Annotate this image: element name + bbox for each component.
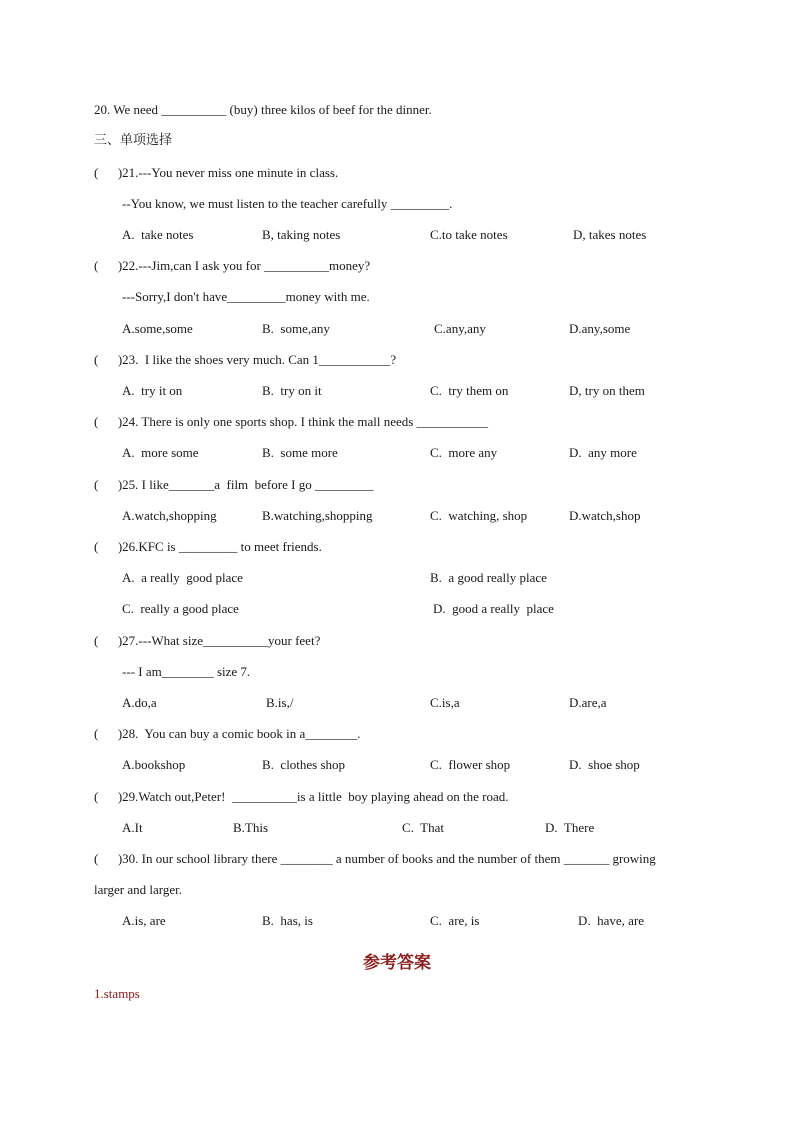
question-25-option-a: A.watch,shopping — [122, 508, 217, 523]
question-21-option-b: B, taking notes — [262, 227, 341, 242]
question-30-option-c: C. are, is — [430, 913, 480, 928]
question-21-stem-2: --You know, we must listen to the teacher carefully _________. — [122, 196, 453, 211]
answer-1: 1.stamps — [94, 986, 140, 1001]
question-30-option-d: D. have, are — [578, 913, 645, 928]
question-22-stem-2: ---Sorry,I don't have_________money with me. — [122, 289, 370, 304]
question-24-option-d: D. any more — [569, 445, 637, 460]
question-29-option-a: A.It — [122, 820, 143, 835]
question-22-stem: ( )22.---Jim,can I ask you for __________money? — [94, 258, 371, 273]
question-25-option-b: B.watching,shopping — [262, 508, 373, 523]
question-22-option-c: C.any,any — [434, 321, 486, 336]
question-23-option-c: C. try them on — [430, 383, 509, 398]
question-28-option-b: B. clothes shop — [262, 757, 346, 772]
question-24-option-a: A. more some — [122, 445, 199, 460]
question-30-option-b: B. has, is — [262, 913, 313, 928]
question-27-option-b: B.is,/ — [266, 695, 294, 710]
question-27-option-a: A.do,a — [122, 695, 157, 710]
question-22-option-b: B. some,any — [262, 321, 330, 336]
question-30-stem-2: larger and larger. — [94, 882, 182, 897]
question-24-option-b: B. some more — [262, 445, 338, 460]
question-21-option-c: C.to take notes — [430, 227, 508, 242]
question-30-option-a: A.is, are — [122, 913, 166, 928]
question-23-option-b: B. try on it — [262, 383, 322, 398]
answer-key-title: 参考答案 — [363, 953, 431, 973]
question-29-option-d: D. There — [545, 820, 595, 835]
question-30-stem: ( )30. In our school library there ________ a number of books and the number of them _______ growing — [94, 851, 656, 866]
question-28-stem: ( )28. You can buy a comic book in a________. — [94, 726, 361, 741]
question-24-stem: ( )24. There is only one sports shop. I think the mall needs ___________ — [94, 414, 489, 429]
question-20: 20. We need __________ (buy) three kilos of beef for the dinner. — [94, 102, 432, 117]
section-heading: 三、单项选择 — [94, 133, 173, 148]
question-26-option-a: A. a really good place — [122, 570, 243, 585]
question-26-option-d: D. good a really place — [433, 601, 554, 616]
question-22-option-a: A.some,some — [122, 321, 193, 336]
question-23-stem: ( )23. I like the shoes very much. Can 1___________? — [94, 352, 397, 367]
question-27-stem-2: --- I am________ size 7. — [122, 664, 251, 679]
question-21-option-d: D, takes notes — [573, 227, 647, 242]
question-27-option-d: D.are,a — [569, 695, 607, 710]
question-23-option-d: D, try on them — [569, 383, 645, 398]
question-26-option-c: C. really a good place — [122, 601, 239, 616]
question-26-stem: ( )26.KFC is _________ to meet friends. — [94, 539, 322, 554]
question-25-option-d: D.watch,shop — [569, 508, 641, 523]
question-27-option-c: C.is,a — [430, 695, 460, 710]
question-22-option-d: D.any,some — [569, 321, 631, 336]
question-26-option-b: B. a good really place — [430, 570, 547, 585]
question-28-option-c: C. flower shop — [430, 757, 511, 772]
question-28-option-a: A.bookshop — [122, 757, 186, 772]
question-25-stem: ( )25. I like_______a film before I go _________ — [94, 477, 374, 492]
question-28-option-d: D. shoe shop — [569, 757, 640, 772]
question-23-option-a: A. try it on — [122, 383, 183, 398]
question-25-option-c: C. watching, shop — [430, 508, 528, 523]
question-24-option-c: C. more any — [430, 445, 498, 460]
question-21-option-a: A. take notes — [122, 227, 194, 242]
question-29-option-c: C. That — [402, 820, 445, 835]
question-29-option-b: B.This — [233, 820, 269, 835]
question-27-stem: ( )27.---What size__________your feet? — [94, 633, 321, 648]
question-29-stem: ( )29.Watch out,Peter! __________is a little boy playing ahead on the road. — [94, 789, 509, 804]
question-21-stem: ( )21.---You never miss one minute in class. — [94, 165, 339, 180]
